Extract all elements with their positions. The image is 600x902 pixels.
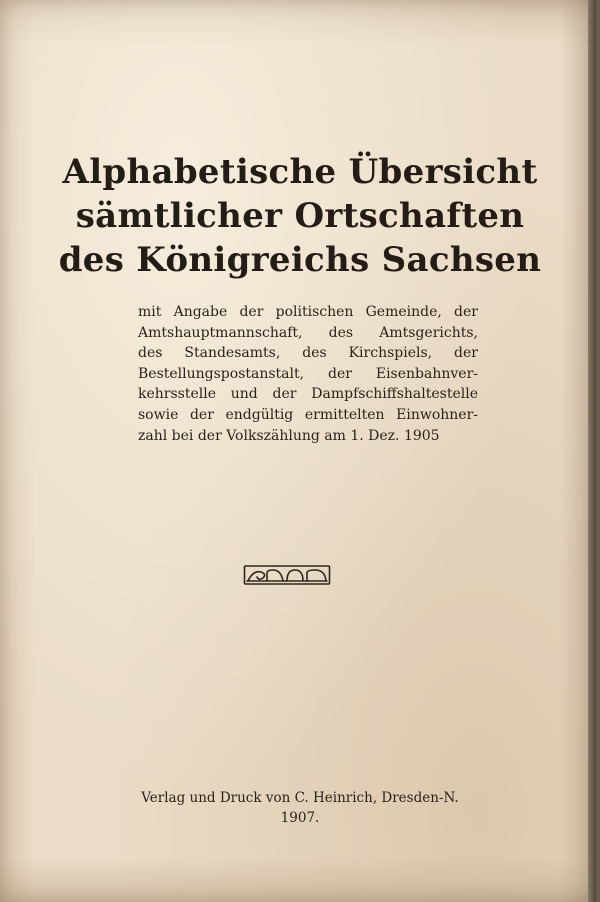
subtitle-line-2: Amtshauptmannschaft, des Amtsgerichts, <box>138 324 478 341</box>
subtitle-line-6: sowie der endgültig ermittelten Einwohner- <box>138 406 478 423</box>
subtitle-line-5: kehrsstelle und der Dampfschiffshaltestelle <box>138 386 478 403</box>
subtitle-line-7: zahl bei der Volkszählung am 1. Dez. 1905 <box>138 427 440 444</box>
art-nouveau-ornament-icon <box>243 564 331 586</box>
publication-year: 1907. <box>280 810 320 826</box>
title-line-1: Alphabetische Übersicht <box>62 152 538 192</box>
page-edge-shadow <box>588 0 596 902</box>
title-line-3: des Königreichs Sachsen <box>58 240 542 280</box>
publisher-line: Verlag und Druck von C. Heinrich, Dresden-N. <box>141 790 459 806</box>
subtitle-line-4: Bestellungspostanstalt, der Eisenbahnver- <box>138 365 478 382</box>
subtitle-block <box>138 302 478 446</box>
subtitle-line-3: des Standesamts, des Kirchspiels, der <box>138 345 478 362</box>
title-line-2: sämtlicher Ortschaften <box>75 196 525 236</box>
page-title <box>0 150 600 282</box>
subtitle-line-1: mit Angabe der politischen Gemeinde, der <box>138 304 478 320</box>
